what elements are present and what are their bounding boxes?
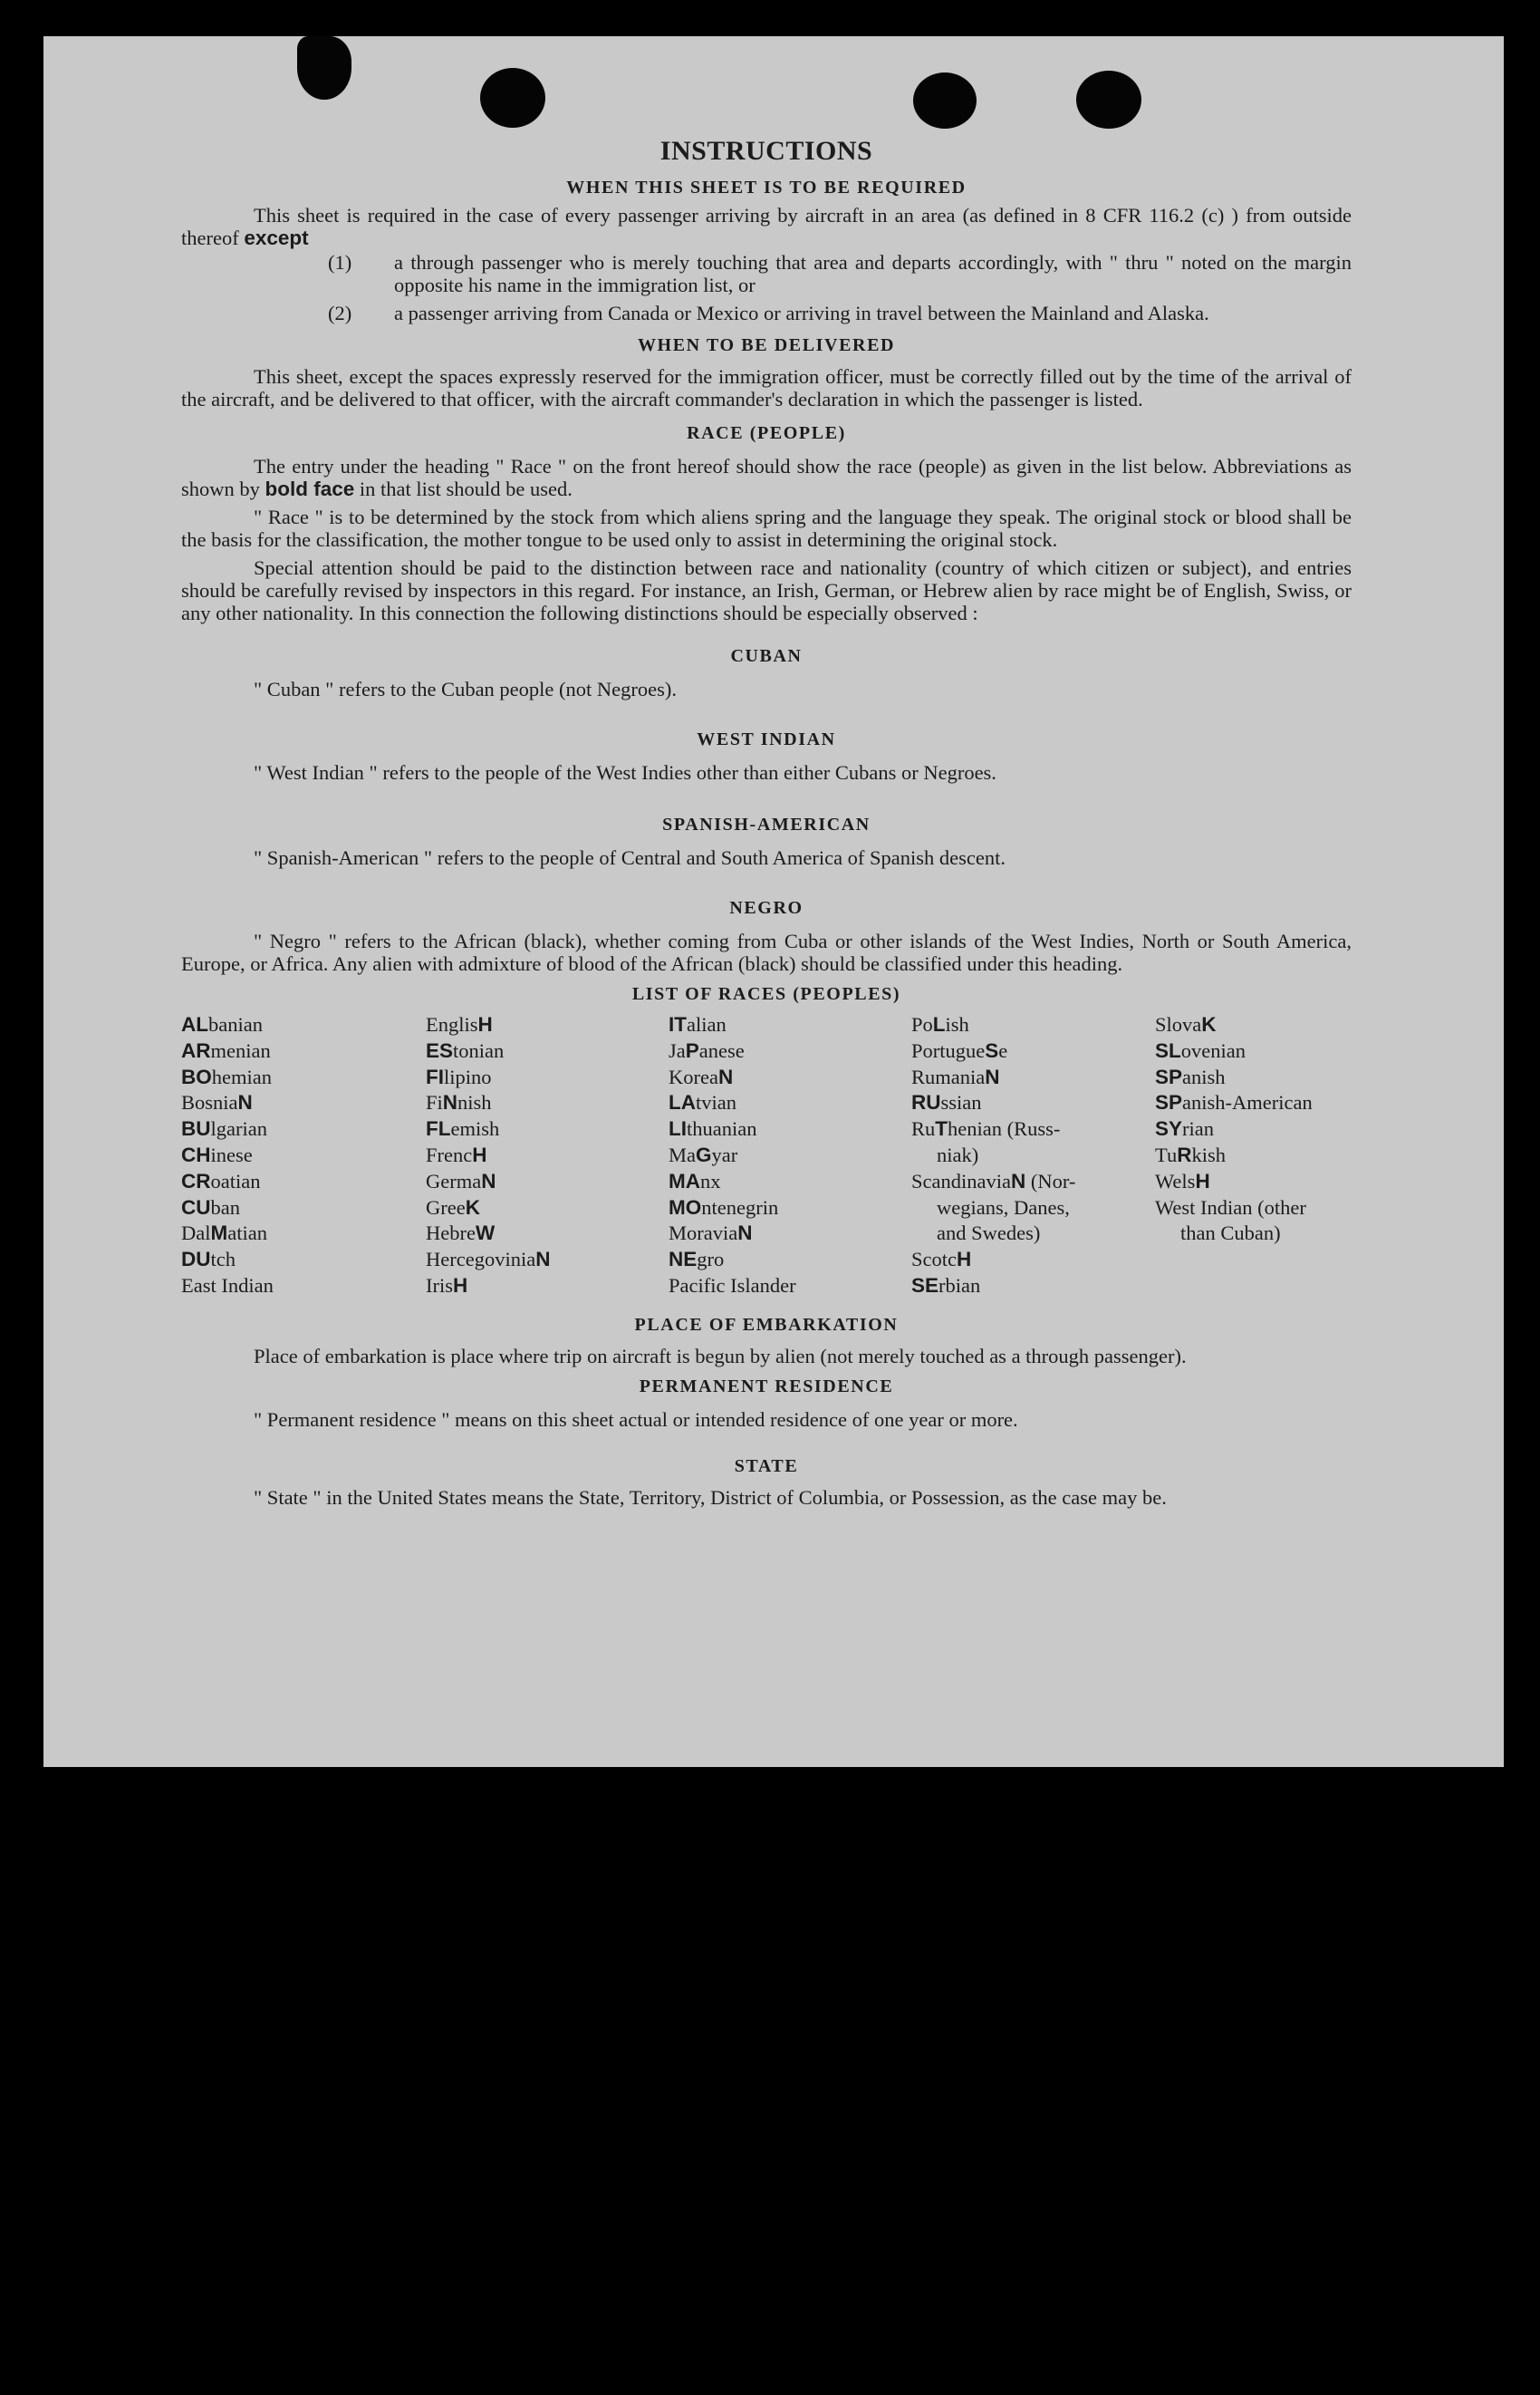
race-entry: SErbian bbox=[911, 1273, 981, 1297]
race-entry: ARmenian bbox=[181, 1038, 271, 1062]
section-heading-state: STATE bbox=[734, 1456, 799, 1476]
race-entry: EStonian bbox=[426, 1038, 505, 1062]
race-entry: MoraviaN bbox=[669, 1222, 753, 1245]
races-column bbox=[426, 1012, 550, 1299]
races-list bbox=[181, 1012, 1352, 1311]
punch-hole bbox=[913, 72, 977, 129]
race-entry: GermaN bbox=[426, 1169, 496, 1193]
section-heading-spanish-american: SPANISH-AMERICAN bbox=[662, 815, 871, 835]
race-entry: HercegoviniaN bbox=[426, 1248, 551, 1271]
race-entry: JaPanese bbox=[669, 1038, 745, 1062]
race-entry: FIlipino bbox=[426, 1065, 492, 1088]
race-entry: SYrian bbox=[1155, 1117, 1214, 1141]
race-entry: LAtvian bbox=[669, 1091, 736, 1115]
when-delivered-text: This sheet, except the spaces expressly reserved for the immigration officer, must be correctly filled out by the time of the arrival of the aircraft, and be delivered to that officer, with the aircraft commander's declaration in which the passenger is listed. bbox=[181, 365, 1352, 410]
race-entry: LIthuanian bbox=[669, 1117, 757, 1141]
race-entry: SPanish-American bbox=[1155, 1091, 1313, 1115]
races-column bbox=[911, 1012, 1075, 1299]
race-entry: IrisH bbox=[426, 1273, 468, 1297]
section-heading-embarkation: PLACE OF EMBARKATION bbox=[634, 1315, 899, 1335]
race-entry: SPanish bbox=[1155, 1065, 1226, 1088]
state-text: " State " in the United States means the State, Territory, District of Columbia, or Possession, as the case may be. bbox=[254, 1486, 1167, 1509]
race-entry: wegians, Danes, bbox=[937, 1195, 1070, 1219]
race-entry: SLovenian bbox=[1155, 1038, 1246, 1062]
exception-item-2: (2) a passenger arriving from Canada or Mexico or arriving in travel between the Mainland and Alaska. bbox=[328, 302, 1209, 324]
race-entry: RumaniaN bbox=[911, 1065, 1000, 1088]
races-column bbox=[1155, 1012, 1313, 1247]
race-paragraph-3: Special attention should be paid to the distinction between race and nationality (country of which citizen or subject), and entries should be carefully revised by inspectors in this regard. For instance, an Irish, German, or Hebrew alien by race might be of English, Swiss, or any other nationality. In this connection the following distinctions should be especially observed : bbox=[181, 556, 1352, 624]
section-heading-cuban: CUBAN bbox=[730, 646, 803, 666]
west-indian-text: " West Indian " refers to the people of the West Indies other than either Cubans or Negroes. bbox=[254, 761, 996, 784]
punch-hole bbox=[1076, 71, 1141, 129]
exception-item-1: (1) a through passenger who is merely touching that area and departs accordingly, with " thru " noted on the margin opposite his name in the immigration list, or bbox=[328, 251, 1352, 296]
section-heading-negro: NEGRO bbox=[729, 898, 804, 918]
race-entry: CRoatian bbox=[181, 1169, 261, 1193]
punch-hole bbox=[480, 68, 545, 128]
race-entry: West Indian (other bbox=[1155, 1195, 1306, 1219]
race-entry: Pacific Islander bbox=[669, 1273, 796, 1297]
race-entry: BUlgarian bbox=[181, 1117, 267, 1141]
race-entry: GreeK bbox=[426, 1195, 480, 1219]
embarkation-text: Place of embarkation is place where trip on aircraft is begun by alien (not merely touched as a through passenger). bbox=[254, 1345, 1187, 1367]
race-entry: MAnx bbox=[669, 1169, 721, 1193]
race-entry: KoreaN bbox=[669, 1065, 734, 1088]
page-title: INSTRUCTIONS bbox=[659, 136, 873, 166]
race-entry: and Swedes) bbox=[937, 1222, 1041, 1245]
cuban-text: " Cuban " refers to the Cuban people (not Negroes). bbox=[254, 678, 677, 700]
race-entry: MaGyar bbox=[669, 1143, 738, 1166]
race-entry: FrencH bbox=[426, 1143, 487, 1166]
race-entry: ITalian bbox=[669, 1013, 727, 1036]
race-entry: niak) bbox=[937, 1143, 979, 1166]
race-entry: East Indian bbox=[181, 1273, 274, 1297]
race-entry: BosniaN bbox=[181, 1091, 253, 1115]
instructions-content bbox=[181, 136, 1352, 1509]
race-paragraph-2: " Race " is to be determined by the stock from which aliens spring and the language they speak. The original stock or blood shall be the basis for the classification, the mother tongue to be used only to assist in determining the original stock. bbox=[181, 506, 1352, 551]
race-entry: PoLish bbox=[911, 1013, 969, 1036]
race-entry: CUban bbox=[181, 1195, 240, 1219]
race-entry: FiNnish bbox=[426, 1091, 492, 1115]
races-column bbox=[669, 1012, 796, 1299]
race-entry: PortugueSe bbox=[911, 1038, 1008, 1062]
race-entry: TuRkish bbox=[1155, 1143, 1226, 1166]
spanish-american-text: " Spanish-American " refers to the people of Central and South America of Spanish descent. bbox=[254, 846, 1006, 869]
race-entry: ALbanian bbox=[181, 1013, 263, 1036]
race-entry: MOntenegrin bbox=[669, 1195, 779, 1219]
negro-text: " Negro " refers to the African (black), whether coming from Cuba or other islands of the West Indies, North or South America, Europe, or Africa. Any alien with admixture of blood of the African (black) should be classified under this heading. bbox=[181, 930, 1352, 975]
race-entry: CHinese bbox=[181, 1143, 253, 1166]
race-entry: DalMatian bbox=[181, 1222, 267, 1245]
section-heading-west-indian: WEST INDIAN bbox=[697, 729, 836, 749]
race-entry: HebreW bbox=[426, 1222, 496, 1245]
race-entry: ScandinaviaN (Nor- bbox=[911, 1169, 1076, 1193]
race-paragraph-1: The entry under the heading " Race " on the front hereof should show the race (people) as given in the list below. Abbreviations as shown by bold face in that list should be used. bbox=[181, 455, 1352, 500]
section-heading-when-required: WHEN THIS SHEET IS TO BE REQUIRED bbox=[566, 178, 967, 198]
race-entry: SlovaK bbox=[1155, 1013, 1217, 1036]
race-entry: RuThenian (Russ- bbox=[911, 1117, 1061, 1141]
race-entry: FLemish bbox=[426, 1117, 500, 1141]
race-entry: NEgro bbox=[669, 1248, 725, 1271]
section-heading-list-of-races: LIST OF RACES (PEOPLES) bbox=[631, 984, 901, 1004]
section-heading-race: RACE (PEOPLE) bbox=[687, 423, 846, 443]
race-entry: RUssian bbox=[911, 1091, 982, 1115]
permanent-residence-text: " Permanent residence " means on this sheet actual or intended residence of one year or more. bbox=[254, 1408, 1018, 1431]
race-entry: DUtch bbox=[181, 1248, 236, 1271]
race-entry: than Cuban) bbox=[1180, 1222, 1281, 1245]
when-required-text: This sheet is required in the case of every passenger arriving by aircraft in an area (as defined in 8 CFR 116.2 (c) ) from outside thereof except bbox=[181, 204, 1352, 249]
section-heading-when-delivered: WHEN TO BE DELIVERED bbox=[637, 335, 896, 355]
races-column bbox=[181, 1012, 274, 1299]
punch-mark bbox=[297, 36, 351, 100]
race-entry: ScotcH bbox=[911, 1248, 972, 1271]
race-entry: EnglisH bbox=[426, 1013, 493, 1036]
race-entry: BOhemian bbox=[181, 1065, 272, 1088]
race-entry: WelsH bbox=[1155, 1169, 1210, 1193]
section-heading-permanent-residence: PERMANENT RESIDENCE bbox=[639, 1376, 894, 1396]
